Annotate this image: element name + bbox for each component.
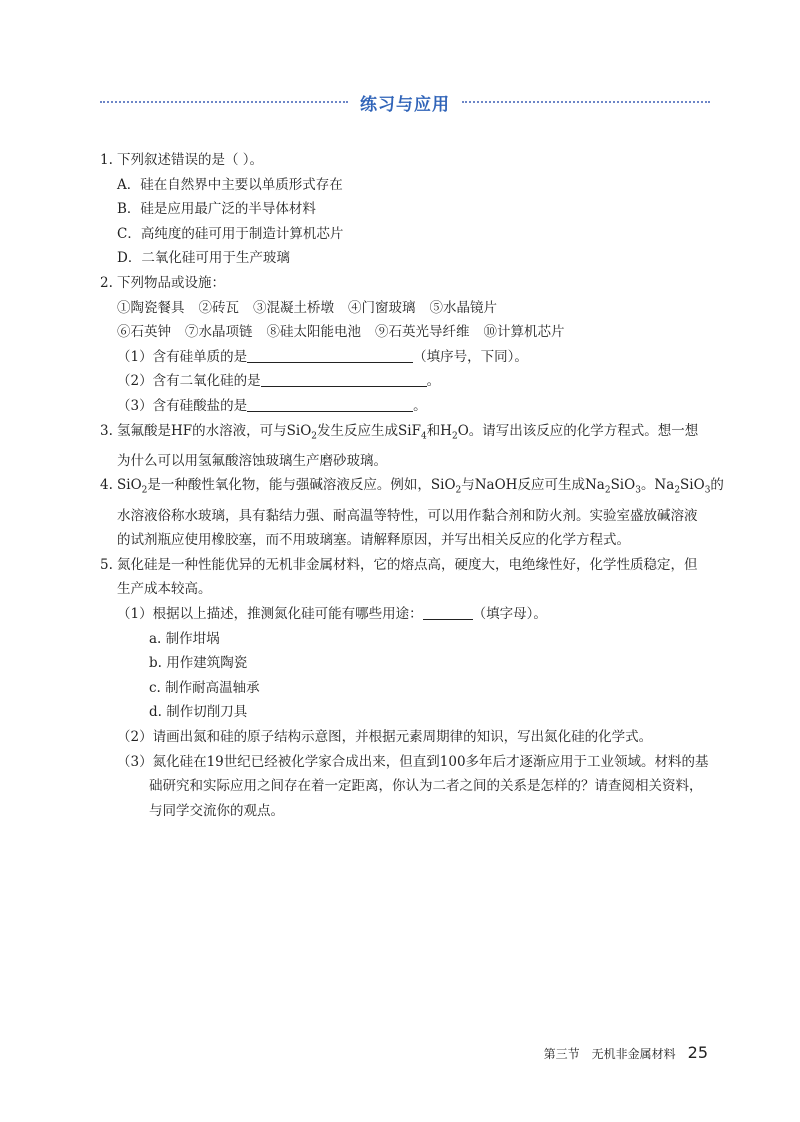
page-number: 25	[687, 1043, 708, 1062]
item: ④门窗玻璃	[348, 299, 416, 316]
item: ⑤水晶镜片	[429, 299, 497, 316]
question-1-option-c: C．高纯度的硅可用于制造计算机芯片	[117, 225, 344, 242]
question-5-sub-3-line-3: 与同学交流你的观点。	[149, 802, 284, 819]
footer-section-title: 第三节 无机非金属材料	[543, 1047, 676, 1061]
question-4-line-2: 水溶液俗称水玻璃，具有黏结力强、耐高温等特性，可以用作黏合剂和防火剂。实验室盛放碱溶液	[117, 507, 698, 524]
question-5-line-2: 生产成本较高。	[117, 581, 212, 598]
question-5-sub-3-line-1: （3）氮化硅在19世纪已经被化学家合成出来，但直到100多年后才逐渐应用于工业领域。材料的基	[117, 753, 709, 770]
question-1-option-d: D．二氧化硅可用于生产玻璃	[117, 250, 290, 267]
header-dotted-line-left	[100, 101, 348, 103]
question-2-sub-2: （2）含有二氧化硅的是 。	[117, 373, 441, 390]
question-2-sub-3: （3）含有硅酸盐的是 。	[117, 397, 427, 414]
header-dotted-line-right	[462, 101, 710, 103]
answer-blank	[247, 348, 413, 363]
answer-blank	[247, 397, 413, 412]
question-4-line-3: 的试剂瓶应使用橡胶塞，而不用玻璃塞。请解释原因，并写出相关反应的化学方程式。	[117, 532, 630, 549]
question-1-option-a: A．硅在自然界中主要以单质形式存在	[117, 176, 343, 193]
item: ⑥石英钟	[117, 324, 171, 341]
answer-blank	[261, 372, 427, 387]
question-5-sub-3-line-2: 础研究和实际应用之间存在着一定距离，你认为二者之间的关系是怎样的？请查阅相关资料，	[149, 778, 703, 795]
question-5-sub-1: （1）根据以上描述，推测氮化硅可能有哪些用途： （填字母）。	[117, 606, 547, 623]
question-4-line-1: 4. SiO$_2$是一种酸性氧化物，能与强碱溶液反应。例如，SiO$_2$与NaOH反应可生成$Na_2SiO_3$。$Na_2SiO_3$的	[100, 477, 724, 497]
item: ③混凝土桥墩	[253, 299, 334, 316]
page-footer	[544, 1043, 708, 1062]
item: ①陶瓷餐具	[117, 299, 185, 316]
question-5-option-c: c. 制作耐高温轴承	[149, 679, 260, 696]
question-5-sub-2: （2）请画出氮和硅的原子结构示意图，并根据元素周期律的知识，写出氮化硅的化学式。	[117, 729, 653, 746]
question-5-option-a: a. 制作坩埚	[149, 630, 220, 647]
question-2-sub-1: （1）含有硅单质的是 （填序号，下同）。	[117, 348, 528, 365]
header-title: 练习与应用	[360, 94, 450, 115]
question-2-items-row-1	[100, 296, 712, 321]
question-3-line-1: 3. 氢氟酸是HF的水溶液，可与SiO$_2$发生反应生成SiF$_4$和$H_2O$。请写出该反应的化学方程式。想一想	[100, 422, 699, 442]
exercise-content	[100, 148, 724, 823]
question-2-items-row-2	[100, 320, 712, 345]
item: ⑧硅太阳能电池	[266, 324, 361, 341]
question-3-line-2: 为什么可以用氢氟酸溶蚀玻璃生产磨砂玻璃。	[117, 452, 387, 469]
item: ⑩计算机芯片	[483, 324, 565, 341]
question-5-line-1: 5. 氮化硅是一种性能优异的无机非金属材料，它的熔点高，硬度大，电绝缘性好，化学性质稳定，但	[100, 556, 698, 573]
question-1-option-b: B．硅是应用最广泛的半导体材料	[117, 201, 316, 218]
question-5-option-d: d. 制作切削刀具	[149, 704, 248, 721]
question-5-option-b: b. 用作建筑陶瓷	[149, 655, 248, 672]
answer-blank	[423, 605, 473, 620]
section-header	[100, 88, 710, 116]
question-2-stem: 2. 下列物品或设施：	[100, 274, 225, 291]
question-1-stem: 1. 下列叙述错误的是（ ）。	[100, 152, 264, 168]
item: ②砖瓦	[198, 299, 239, 316]
item: ⑨石英光导纤维	[375, 324, 470, 341]
item: ⑦水晶项链	[185, 324, 253, 341]
